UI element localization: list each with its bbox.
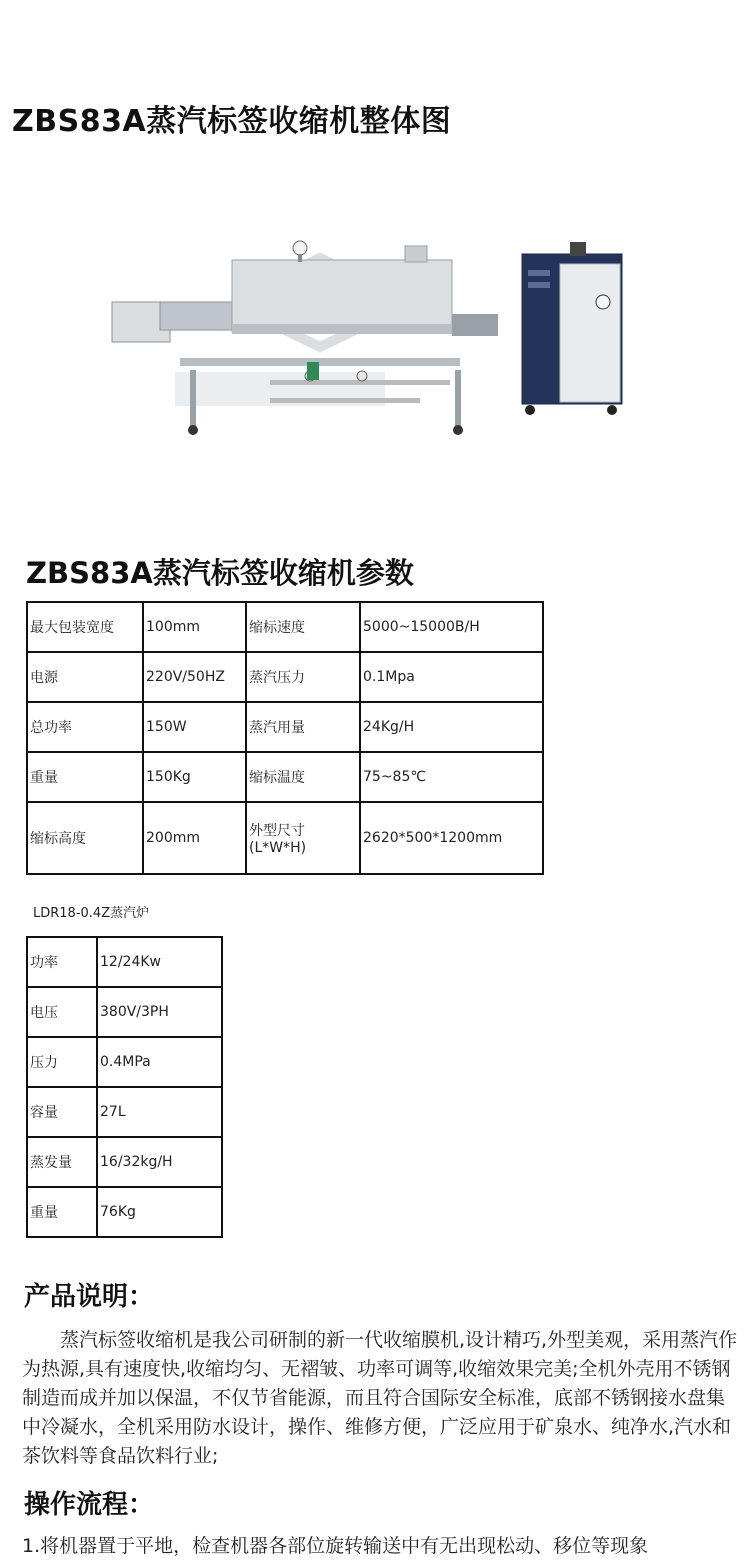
description-heading: 产品说明：	[24, 1282, 155, 1312]
overview-title: ZBS83A蒸汽标签收缩机整体图	[12, 104, 452, 139]
table-cell: 蒸汽压力	[246, 652, 360, 702]
table-cell: 12/24Kw	[97, 937, 222, 987]
table-row	[27, 1037, 222, 1087]
table-row	[27, 987, 222, 1037]
watermark-text: 鼎业旗舰店	[370, 334, 446, 352]
machine-photo	[100, 230, 680, 460]
table-cell: 100mm	[143, 602, 246, 652]
machine-params-table	[26, 601, 544, 875]
table-cell: 重量	[27, 752, 143, 802]
table-cell: 最大包装宽度	[27, 602, 143, 652]
table-row	[27, 1087, 222, 1137]
table-cell: 24Kg/H	[360, 702, 543, 752]
table-row	[27, 602, 543, 652]
table-cell: 电源	[27, 652, 143, 702]
table-cell: 200mm	[143, 802, 246, 874]
table-cell: 150Kg	[143, 752, 246, 802]
table-cell: 缩标速度	[246, 602, 360, 652]
table-cell: 压力	[27, 1037, 97, 1087]
table-cell: 缩标温度	[246, 752, 360, 802]
boiler-caption: LDR18-0.4Z蒸汽炉	[33, 906, 150, 921]
table-cell: 27L	[97, 1087, 222, 1137]
table-row	[27, 702, 543, 752]
process-heading: 操作流程：	[24, 1490, 155, 1520]
table-cell: 220V/50HZ	[143, 652, 246, 702]
table-row	[27, 802, 543, 874]
table-cell: 150W	[143, 702, 246, 752]
table-cell: 总功率	[27, 702, 143, 752]
table-cell: 功率	[27, 937, 97, 987]
table-cell: 重量	[27, 1187, 97, 1237]
table-cell: 76Kg	[97, 1187, 222, 1237]
table-row	[27, 752, 543, 802]
table-cell: 16/32kg/H	[97, 1137, 222, 1187]
table-cell: 外型尺寸(L*W*H)	[246, 802, 360, 874]
table-cell: 0.4MPa	[97, 1037, 222, 1087]
table-cell: 电压	[27, 987, 97, 1037]
table-cell: 缩标高度	[27, 802, 143, 874]
table-cell: 容量	[27, 1087, 97, 1137]
process-step-1: 1.将机器置于平地，检查机器各部位旋转输送中有无出现松动、移位等现象	[22, 1535, 649, 1557]
params-title: ZBS83A蒸汽标签收缩机参数	[26, 556, 414, 590]
description-text: 蒸汽标签收缩机是我公司研制的新一代收缩膜机,设计精巧,外型美观，采用蒸汽作为热源,具有速度快,收缩均匀、无褶皱、功率可调等,收缩效果完美;全机外壳用不锈钢制造而成并加以保温，不仅节省能源，而且符合国际安全标准，底部不锈钢接水盘集中冷凝水，全机采用防水设计，操作、维修方便，广泛应用于矿泉水、纯净水,汽水和茶饮料等食品饮料行业;	[22, 1329, 738, 1467]
table-cell: 5000~15000B/H	[360, 602, 543, 652]
table-cell: 0.1Mpa	[360, 652, 543, 702]
table-row	[27, 652, 543, 702]
table-row	[27, 1137, 222, 1187]
boiler-params-table	[26, 936, 223, 1238]
table-cell: 380V/3PH	[97, 987, 222, 1037]
table-cell: 蒸汽用量	[246, 702, 360, 752]
table-cell: 蒸发量	[27, 1137, 97, 1187]
table-row	[27, 1187, 222, 1237]
table-cell: 75~85℃	[360, 752, 543, 802]
table-row	[27, 937, 222, 987]
table-cell: 2620*500*1200mm	[360, 802, 543, 874]
